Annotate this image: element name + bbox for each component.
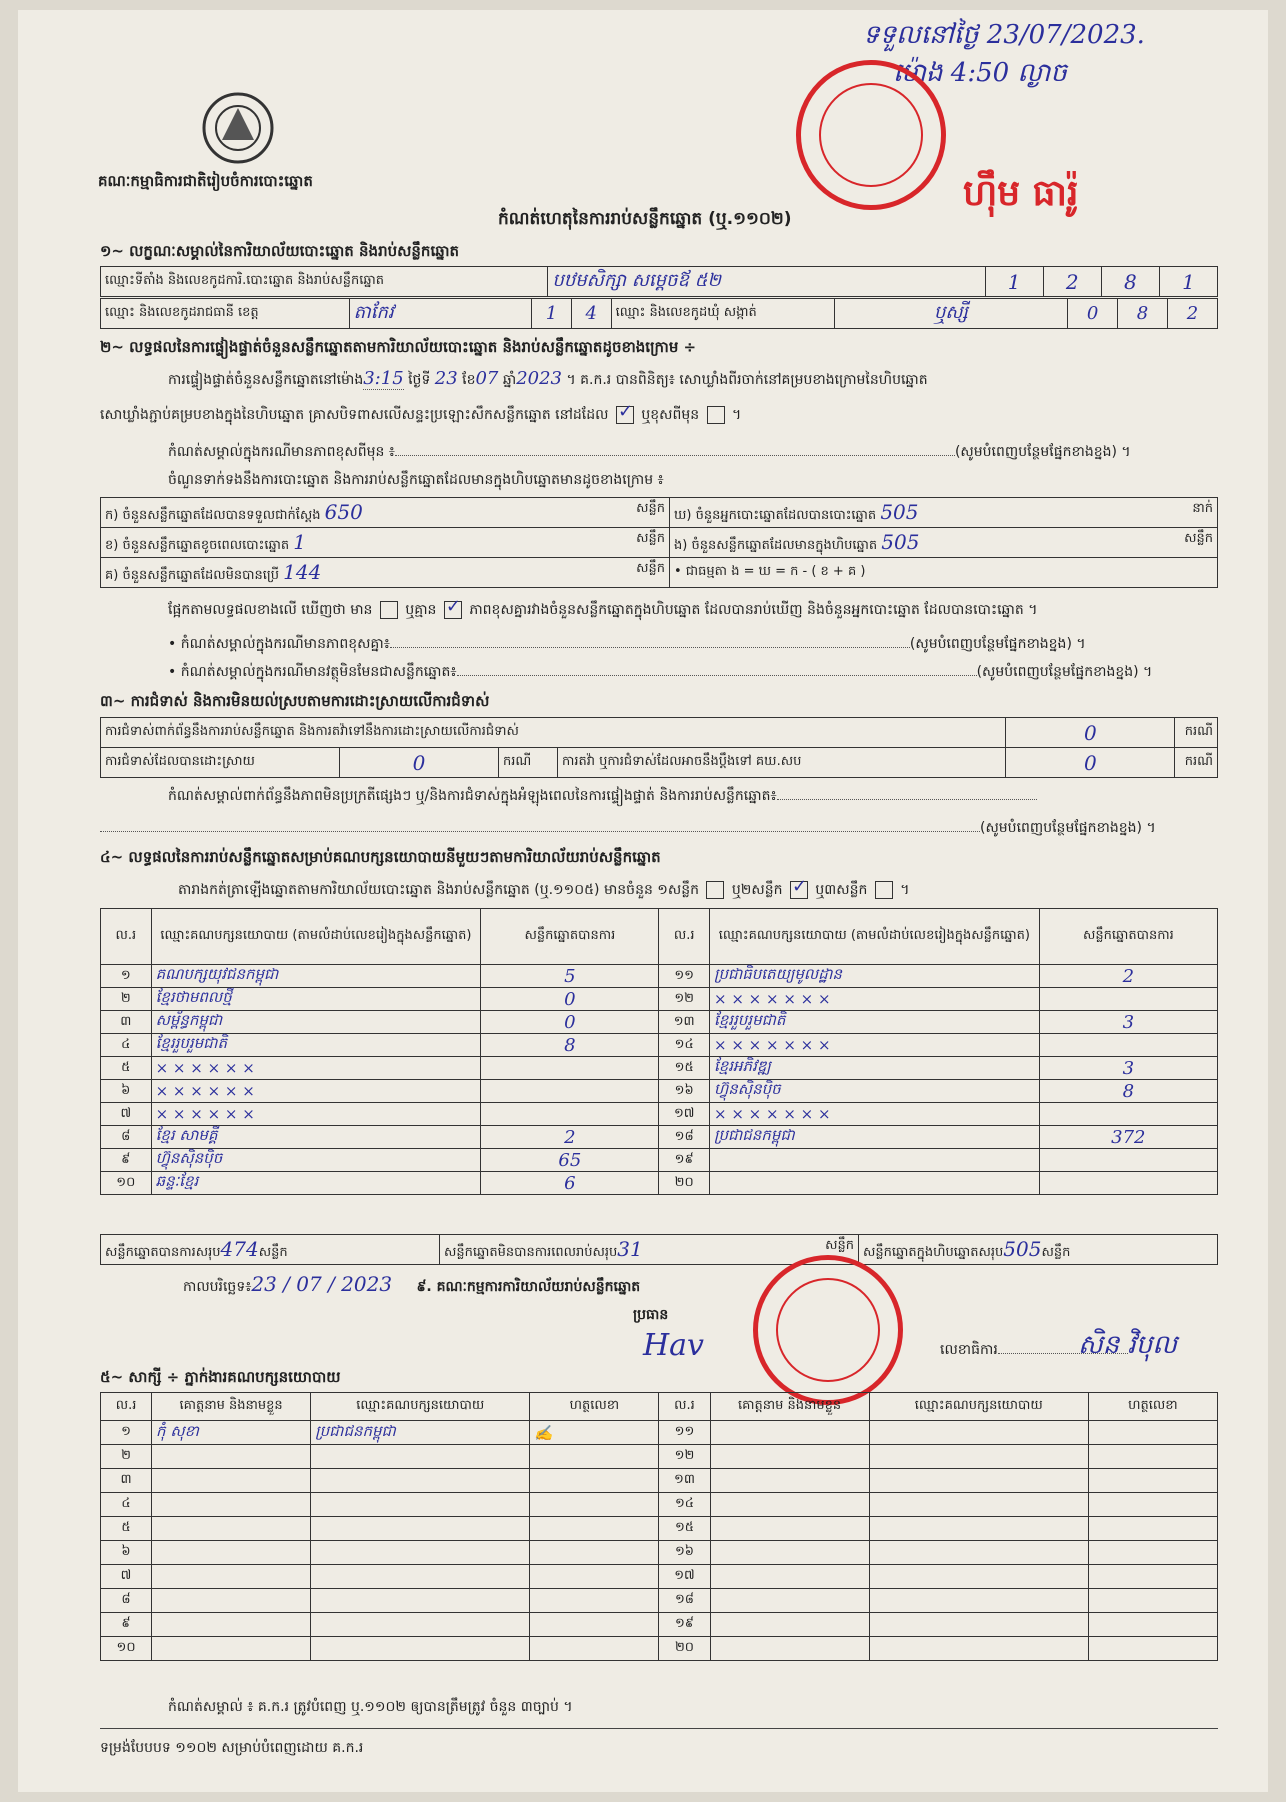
witness-row (101, 1565, 1218, 1589)
ballots-in-box-row: ង) ចំនួនសន្លឹកឆ្នោតដែលមានក្នុងហិបឆ្នោត 505 សន្លឹក (670, 528, 1218, 558)
witness-name (710, 1493, 869, 1517)
result-party-name: គណបក្សយុវជនកម្ពុជា (151, 965, 481, 988)
witness-row (101, 1445, 1218, 1469)
complaints-table: ការជំទាស់ពាក់ព័ន្ធនឹងការរាប់សន្លឹកឆ្នោត និងការតវ៉ាទៅនឹងការដោះស្រាយលើការជំទាស់ 0 ករណី ការជំទាស់ដែលបានដោះស្រាយ 0 ករណី ការតវ៉ា ឬការជំទាស់ដែលអាចនឹងប្ដឹងទៅ គឃ.សប 0 ករណី (100, 717, 1218, 778)
result-party-name: ប្រជាធិបតេយ្យមូលដ្ឋាន (709, 965, 1039, 988)
received-ballots-row: ក) ចំនួនសន្លឹកឆ្នោតដែលបានទទួលជាក់ស្ដែង 650 សន្លឹក (101, 498, 670, 528)
witness-no: ២០ (659, 1637, 710, 1661)
witness-party (869, 1565, 1088, 1589)
handwritten-received-note: ទទួលនៅថ្ងៃ 23/07/2023. ម៉ោង 4:50 ល្ងាច (863, 20, 1145, 88)
witness-name (710, 1469, 869, 1493)
seal-broken-checkbox[interactable] (707, 406, 725, 424)
result-party-name: ខ្មែរ សាមគ្គី (151, 1126, 481, 1149)
footer-divider (100, 1728, 1218, 1729)
chair-label: ប្រធាន (633, 1307, 669, 1323)
red-signature-name: ហ៊ឹម ធារ៉ូ (963, 173, 1079, 214)
result-no: ១ (101, 965, 152, 988)
witness-signature (1088, 1445, 1217, 1469)
witness-no: ៦ (101, 1541, 152, 1565)
tally-sheet-line: តារាងកត់ត្រាឡើងឆ្នោតតាមការិយាល័យបោះឆ្នោត និងរាប់សន្លឹកឆ្នោត (ឬ.១១០៥) មានចំនួន ១សន្លឹក ឬ២សន្លឹក ✓ ឬ៣សន្លឹក ។ (178, 880, 910, 901)
chair-signature: Hav (643, 1328, 704, 1363)
witness-no: ៩ (101, 1613, 152, 1637)
date-signature-line: កាលបរិច្ឆេទ៖23 / 07 / 2023 ៩. គណៈកម្មការការិយាល័យរាប់សន្លឹកឆ្នោត (183, 1272, 641, 1296)
witness-signature (530, 1541, 659, 1565)
witness-no: ៤ (101, 1493, 152, 1517)
province-label: ឈ្មោះ និងលេខកូដរាជធានី ខេត្ត (101, 299, 350, 329)
witness-signature (530, 1517, 659, 1541)
result-no: ២០ (659, 1172, 710, 1195)
discrepancy-no-checkbox[interactable] (444, 601, 462, 619)
form-title: កំណត់ហេតុនៃការរាប់សន្លឹកឆ្នោត (ឬ.១១០២) (498, 209, 792, 229)
witness-signature (1088, 1493, 1217, 1517)
result-no: ៦ (101, 1080, 152, 1103)
result-no: ១៥ (659, 1057, 710, 1080)
witness-no: ៥ (101, 1517, 152, 1541)
witness-name (710, 1541, 869, 1565)
result-party-name: × × × × × × (151, 1057, 481, 1080)
witness-party (311, 1517, 530, 1541)
witness-no: ៧ (101, 1565, 152, 1589)
witness-party (311, 1493, 530, 1517)
witness-name (152, 1493, 311, 1517)
result-votes (1039, 988, 1217, 1011)
result-party-name: × × × × × × × (709, 1034, 1039, 1057)
non-ballot-note: • កំណត់សម្គាល់ក្នុងករណីមានវត្ថុមិនមែនជាសន្លឹកឆ្នោត៖ (សូមបំពេញបន្ថែមផ្នែកខាងខ្នង) ។ (168, 664, 1153, 680)
commune-code-digit: 8 (1118, 299, 1168, 329)
party-result-row (101, 988, 1218, 1011)
witness-party (869, 1445, 1088, 1469)
witness-signature (1088, 1565, 1217, 1589)
result-votes: 8 (481, 1034, 659, 1057)
witness-row (101, 1613, 1218, 1637)
witness-party: ប្រជាជនកម្ពុជា (311, 1421, 530, 1445)
result-votes: 2 (481, 1126, 659, 1149)
witness-party (869, 1469, 1088, 1493)
footer-form-note: ទម្រង់បែបបទ ១១០២ សម្រាប់បំពេញដោយ គ.ក.រ (100, 1740, 364, 1756)
witness-signature (1088, 1469, 1217, 1493)
sheet-1-checkbox[interactable] (706, 881, 724, 899)
witness-party (869, 1421, 1088, 1445)
section3-heading: ៣~ ការជំទាស់ និងការមិនយល់ស្របតាមការដោះស្រាយលើការជំទាស់ (100, 692, 490, 710)
formula-row: • ជាធម្មតា ង = ឃ = ក - ( ខ + គ ) (670, 558, 1218, 588)
party-result-row (101, 1103, 1218, 1126)
committee-name: គណៈកម្មាធិការជាតិរៀបចំការបោះឆ្នោត (98, 172, 313, 190)
witness-no: ២ (101, 1445, 152, 1469)
party-result-row (101, 1126, 1218, 1149)
result-no: ១៤ (659, 1034, 710, 1057)
witness-name (710, 1613, 869, 1637)
discrepancy-line: ផ្អែកតាមលទ្ធផលខាងលើ ឃើញថា មាន ឬគ្មាន ✓ ភាពខុសគ្នារវាងចំនួនសន្លឹកឆ្នោតក្នុងហិបឆ្នោត ដែលបានរាប់ឃើញ និងចំនួនអ្នកបោះឆ្នោត ដែលបានបោះឆ្នោត ។ (168, 600, 1037, 621)
voters-voted-row: ឃ) ចំនួនអ្នកបោះឆ្នោតដែលបានបោះឆ្នោត 505 នាក់ (670, 498, 1218, 528)
commune-code-digit: 2 (1168, 299, 1218, 329)
witness-signature (1088, 1421, 1217, 1445)
form-paper (18, 10, 1268, 1792)
witness-signature (1088, 1541, 1217, 1565)
province-code-digit: 1 (532, 299, 572, 329)
footer-note: កំណត់សម្គាល់ ៖ គ.ក.រ ត្រូវបំពេញ ឬ.១១០២ ឲ្យបានត្រឹមត្រូវ ចំនួន ៣ច្បាប់ ។ (168, 1699, 573, 1715)
result-no: ១៨ (659, 1126, 710, 1149)
witness-party (869, 1589, 1088, 1613)
witness-name (152, 1637, 311, 1661)
reconcile-statement: ការផ្ទៀងផ្ទាត់ចំនួនសន្លឹកឆ្នោតនៅម៉ោង3:15 ថ្ងៃទី 23 ខែ07 ឆ្នាំ2023 ។ គ.ក.រ បានពិនិត្យ៖ សោឃ្លាំងពីរចាក់នៅគម្របខាងក្រោមនៃហិបឆ្នោត (168, 368, 928, 389)
witness-no: ១៧ (659, 1565, 710, 1589)
discrepancy-yes-checkbox[interactable] (380, 601, 398, 619)
result-party-name: ហ៊្វុនស៊ិនប៉ិច (151, 1149, 481, 1172)
result-no: ១២ (659, 988, 710, 1011)
station-code-digit: 1 (1159, 267, 1217, 297)
commune-value: ឬស្សី (834, 299, 1067, 329)
witness-name (710, 1637, 869, 1661)
result-votes: 5 (481, 965, 659, 988)
party-result-row (101, 1034, 1218, 1057)
spoiled-ballots-row: ខ) ចំនួនសន្លឹកឆ្នោតខូចពេលបោះឆ្នោត 1 សន្លឹក (101, 528, 670, 558)
witness-signature (530, 1637, 659, 1661)
result-party-name: ឆន្ទៈខ្មែរ (151, 1172, 481, 1195)
witness-party (869, 1517, 1088, 1541)
result-no: ៣ (101, 1011, 152, 1034)
section1-heading: ១~ លក្ខណៈសម្គាល់នៃការិយាល័យបោះឆ្នោត និងរាប់សន្លឹកឆ្នោត (100, 242, 460, 260)
result-votes: 8 (1039, 1080, 1217, 1103)
secretary-label: លេខាធិការ (940, 1340, 1128, 1361)
result-no: ៥ (101, 1057, 152, 1080)
section4-heading: ៤~ លទ្ធផលនៃការរាប់សន្លឹកឆ្នោតសម្រាប់គណបក្សនយោបាយនីមួយៗតាមការិយាល័យរាប់សន្លឹកឆ្នោត (100, 848, 661, 866)
complaints-label: ការជំទាស់ពាក់ព័ន្ធនឹងការរាប់សន្លឹកឆ្នោត និងការតវ៉ាទៅនឹងការដោះស្រាយលើការជំទាស់ (101, 718, 1006, 748)
result-no: ២ (101, 988, 152, 1011)
official-seal-top (796, 60, 946, 210)
witness-row (101, 1421, 1218, 1445)
witness-signature (1088, 1589, 1217, 1613)
witness-party (311, 1445, 530, 1469)
result-party-name: × × × × × × (151, 1080, 481, 1103)
station-code-digit: 2 (1043, 267, 1101, 297)
witness-name: កុំ សុខា (152, 1421, 311, 1445)
result-votes: 2 (1039, 965, 1217, 988)
witness-party (869, 1613, 1088, 1637)
witness-party (311, 1469, 530, 1493)
witness-party (869, 1493, 1088, 1517)
party-result-row (101, 1080, 1218, 1103)
party-result-row (101, 965, 1218, 988)
unused-ballots-row: គ) ចំនួនសន្លឹកឆ្នោតដែលមិនបានប្រើ 144 សន្លឹក (101, 558, 670, 588)
sheet-3-checkbox[interactable] (875, 881, 893, 899)
witness-party (311, 1613, 530, 1637)
witness-party (311, 1589, 530, 1613)
sheet-2-checkbox[interactable] (790, 881, 808, 899)
result-party-name: ខ្មែរអភិវឌ្ឍ (709, 1057, 1039, 1080)
resolved-label: ការជំទាស់ដែលបានដោះស្រាយ (101, 748, 340, 778)
witness-row (101, 1541, 1218, 1565)
section2-heading: ២~ លទ្ធផលនៃការផ្ទៀងផ្ទាត់ចំនួនសន្លឹកឆ្នោតតាមការិយាល័យបោះឆ្នោត និងរាប់សន្លឹកឆ្នោតដូចខាងក្រោម ÷ (100, 338, 697, 356)
result-votes (1039, 1149, 1217, 1172)
witness-no: ១០ (101, 1637, 152, 1661)
witness-signature (1088, 1517, 1217, 1541)
totals-row (100, 1234, 1218, 1265)
secretary-signature: សិន វិបុល (1078, 1330, 1178, 1360)
result-no: ៩ (101, 1149, 152, 1172)
forwarded-label: ការតវ៉ា ឬការជំទាស់ដែលអាចនឹងប្ដឹងទៅ គឃ.សប (558, 748, 1006, 778)
result-votes (1039, 1034, 1217, 1057)
witness-row (101, 1517, 1218, 1541)
ballot-count-table (100, 497, 1218, 588)
witness-party (869, 1637, 1088, 1661)
witness-name (710, 1421, 869, 1445)
witness-name (710, 1517, 869, 1541)
seal-intact-checkbox[interactable] (616, 406, 634, 424)
witness-party (311, 1637, 530, 1661)
party-result-row (101, 1149, 1218, 1172)
result-votes: 372 (1039, 1126, 1217, 1149)
witness-name (710, 1565, 869, 1589)
witness-signature (530, 1613, 659, 1637)
witness-party (311, 1565, 530, 1589)
witness-no: ១៩ (659, 1613, 710, 1637)
irregular-note-line: កំណត់សម្គាល់ក្នុងករណីមានភាពខុសពីមុន ៖ (សូមបំពេញបន្ថែមផ្នែកខាងខ្នង) ។ (168, 444, 1131, 460)
result-no: ៧ (101, 1103, 152, 1126)
result-no: ១៣ (659, 1011, 710, 1034)
witness-name (152, 1613, 311, 1637)
section1-table (100, 266, 1218, 297)
station-code-digit: 8 (1101, 267, 1159, 297)
witness-no: ១៦ (659, 1541, 710, 1565)
total-valid-votes: សន្លឹកឆ្នោតបានការសរុប474សន្លឹក (101, 1235, 440, 1265)
result-votes (481, 1057, 659, 1080)
commune-label: ឈ្មោះ និងលេខកូដឃុំ សង្កាត់ (611, 299, 834, 329)
witness-no: ៣ (101, 1469, 152, 1493)
witness-no: ៨ (101, 1589, 152, 1613)
witness-name (152, 1541, 311, 1565)
witness-signature (530, 1445, 659, 1469)
result-votes: 3 (1039, 1057, 1217, 1080)
witness-party (869, 1541, 1088, 1565)
witness-no: ១៥ (659, 1517, 710, 1541)
result-votes: 0 (481, 988, 659, 1011)
result-party-name: × × × × × × × (709, 988, 1039, 1011)
witness-no: ១២ (659, 1445, 710, 1469)
witness-row (101, 1589, 1218, 1613)
witness-signature: ✍ (530, 1421, 659, 1445)
witness-signature (530, 1589, 659, 1613)
result-votes (1039, 1103, 1217, 1126)
seal-check-line: សោឃ្លាំងភ្ជាប់គម្របខាងក្នុងនៃហិបឆ្នោត គ្រាសបិទពាសលើសន្ទះប្រឡោះសឹកសន្លឹកឆ្នោត នៅដដែល ✓ ឬខុសពីមុន ។ (100, 405, 741, 426)
result-votes: 0 (481, 1011, 659, 1034)
result-no: ១៩ (659, 1149, 710, 1172)
result-party-name: ខ្មែរថាមពលថ្មី (151, 988, 481, 1011)
commune-code-digit: 0 (1068, 299, 1118, 329)
forwarded-value: 0 (1006, 748, 1175, 778)
result-votes: 6 (481, 1172, 659, 1195)
resolved-value: 0 (340, 748, 499, 778)
result-votes (481, 1103, 659, 1126)
witness-signature (1088, 1637, 1217, 1661)
nec-emblem-icon (198, 88, 278, 168)
count-intro: ចំណួនទាក់ទងនឹងការបោះឆ្នោត និងការរាប់សន្លឹកឆ្នោតដែលមានក្នុងហិបឆ្នោតមានដូចខាងក្រោម ៖ (168, 472, 664, 488)
result-party-name: សម្ព័ន្ធកម្ពុជា (151, 1011, 481, 1034)
witness-name (152, 1565, 311, 1589)
result-party-name: ខ្មែររួបរួមជាតិ (709, 1011, 1039, 1034)
witness-no: ១៣ (659, 1469, 710, 1493)
section3-note-line2: (សូមបំពេញបន្ថែមផ្នែកខាងខ្នង) ។ (100, 818, 1218, 839)
party-results-table: ល.រ ឈ្មោះគណបក្សនយោបាយ (តាមលំដាប់លេខរៀងក្នុងសន្លឹកឆ្នោត) សន្លឹកឆ្នោតបានការ ល.រ ឈ្មោះគណបក្សនយោបាយ (តាមលំដាប់លេខរៀងក្នុងសន្លឹកឆ្នោត) សន្លឹកឆ្នោតបានការ ១ គណបក្សយុវជនកម្ពុជា 5 ១១ ប្រជាធិបតេយ្យមូលដ្ឋាន 2 ២ ខ្មែរថាមពលថ្មី 0 ១២ × × × × × × × ៣ សម្ព័ន្ធកម្ពុជា 0 ១៣ ខ្មែររួបរួមជាតិ 3 ៤ ខ្មែររួបរួមជាតិ 8 ១៤ × × × × × × × ៥ × × × × × × ១៥ ខ្មែរអភិវឌ្ឍ 3 ៦ × × × × × × ១៦ ហ៊្វុនស៊ិនប៉ិច 8 ៧ × × × × × × ១៧ × × × × × × × ៨ ខ្មែរ សាមគ្គី 2 ១៨ ប្រជាជនកម្ពុជា 372 ៩ ហ៊្វុនស៊ិនប៉ិច 65 ១៩ ១០ ឆន្ទៈខ្មែរ 6 ២០ (100, 908, 1218, 1195)
witness-name (152, 1445, 311, 1469)
witness-row (101, 1637, 1218, 1661)
result-party-name: ហ៊្វុនស៊ិនប៉ិច (709, 1080, 1039, 1103)
witness-row (101, 1493, 1218, 1517)
witness-no: ១៨ (659, 1589, 710, 1613)
witness-no: ១ (101, 1421, 152, 1445)
witness-signature (530, 1493, 659, 1517)
party-result-row (101, 1172, 1218, 1195)
witness-signature (530, 1469, 659, 1493)
witness-row (101, 1469, 1218, 1493)
result-no: ១៦ (659, 1080, 710, 1103)
result-votes: 65 (481, 1149, 659, 1172)
result-party-name: × × × × × × (151, 1103, 481, 1126)
result-party-name: × × × × × × × (709, 1103, 1039, 1126)
total-in-box: សន្លឹកឆ្នោតក្នុងហិបឆ្នោតសរុប505សន្លឹក (859, 1235, 1218, 1265)
witness-name (152, 1469, 311, 1493)
witness-no: ១៤ (659, 1493, 710, 1517)
result-no: ៨ (101, 1126, 152, 1149)
result-no: ១៧ (659, 1103, 710, 1126)
result-party-name (709, 1172, 1039, 1195)
witness-party (311, 1541, 530, 1565)
section3-note: កំណត់សម្គាល់ពាក់ព័ន្ធនឹងភាពមិនប្រក្រតីផ្សេងៗ ឬ/និងការជំទាស់ក្នុងអំឡុងពេលនៃការផ្ទៀងផ្ទាត់ និងការរាប់សន្លឹកឆ្នោត៖ (168, 786, 1218, 807)
polling-station-label: ឈ្មោះទីតាំង និងលេខកូដការិ.បោះឆ្នោត និងរាប់សន្លឹកឆ្នោត (101, 267, 548, 297)
section1-table-row2 (100, 298, 1218, 329)
party-result-row (101, 1011, 1218, 1034)
official-seal-bottom (753, 1255, 903, 1405)
result-votes: 3 (1039, 1011, 1217, 1034)
result-votes (481, 1080, 659, 1103)
party-result-row (101, 1057, 1218, 1080)
result-no: ១០ (101, 1172, 152, 1195)
station-code-digit: 1 (985, 267, 1043, 297)
witness-no: ១១ (659, 1421, 710, 1445)
total-invalid-votes: សន្លឹកឆ្នោតមិនបានការពេលរាប់សរុប31 សន្លឹក (440, 1235, 859, 1265)
complaints-value: 0 (1006, 718, 1175, 748)
result-no: ១១ (659, 965, 710, 988)
witness-signature (530, 1565, 659, 1589)
witness-name (710, 1445, 869, 1469)
result-votes (1039, 1172, 1217, 1195)
witness-signature (1088, 1613, 1217, 1637)
witness-name (710, 1589, 869, 1613)
result-no: ៤ (101, 1034, 152, 1057)
result-party-name: ខ្មែររួបរួមជាតិ (151, 1034, 481, 1057)
witness-table: ល.រ គោត្តនាម និងនាមខ្លួន ឈ្មោះគណបក្សនយោបាយ ហត្ថលេខា ល.រ គោត្តនាម និងនាមខ្លួន ឈ្មោះគណបក្សនយោបាយ ហត្ថលេខា ១ កុំ សុខា ប្រជាជនកម្ពុជា ✍ ១១ ២ ១២ ៣ ១៣ ៤ ១៤ ៥ ១៥ ៦ ១៦ ៧ ១៧ ៨ ១៨ ៩ ១៩ ១០ ២០ (100, 1392, 1218, 1661)
polling-station-value: បឋមសិក្សា សម្ដេចឪ ៥២ (548, 267, 985, 297)
section5-heading: ៥~ សាក្សី ÷ ភ្នាក់ងារគណបក្សនយោបាយ (100, 1368, 341, 1386)
province-code-digit: 4 (571, 299, 611, 329)
witness-name (152, 1589, 311, 1613)
discrepancy-note: • កំណត់សម្គាល់ក្នុងករណីមានភាពខុសគ្នា៖ (សូមបំពេញបន្ថែមផ្នែកខាងខ្នង) ។ (168, 636, 1086, 652)
result-party-name (709, 1149, 1039, 1172)
witness-name (152, 1517, 311, 1541)
result-party-name: ប្រជាជនកម្ពុជា (709, 1126, 1039, 1149)
province-value: តាកែវ (349, 299, 531, 329)
